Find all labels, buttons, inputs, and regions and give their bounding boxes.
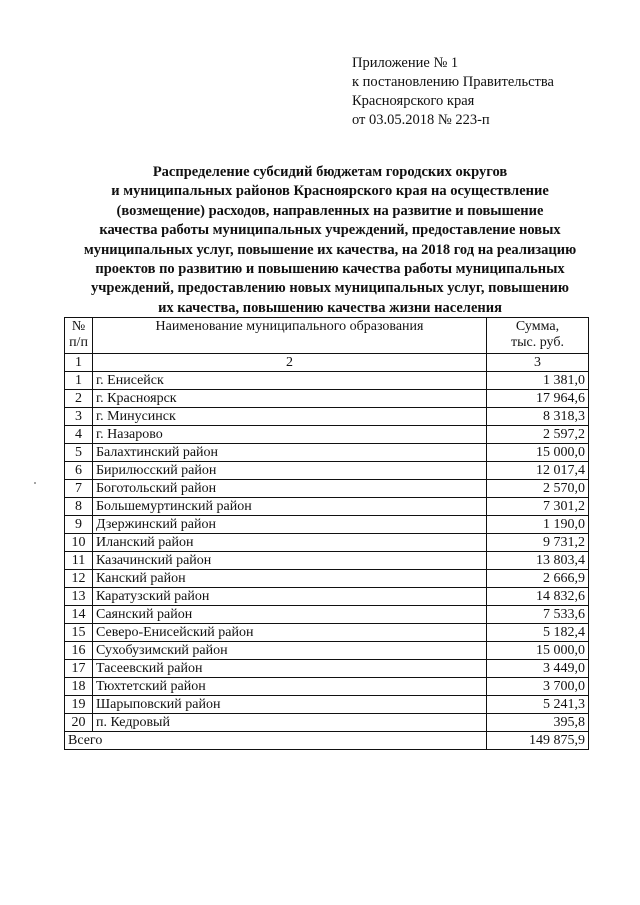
table-row	[65, 642, 589, 660]
header-number-line-1: №	[71, 319, 86, 334]
header-number-line-2: п/п	[69, 335, 88, 350]
title-line: учреждений, предоставлению новых муниципальных услуг, повышению	[91, 280, 569, 297]
table-row	[65, 408, 589, 426]
table-row	[65, 498, 589, 516]
municipality-name-cell: Балахтинский район	[93, 444, 487, 462]
row-number-cell: 18	[65, 678, 93, 696]
column-number-cell: 2	[93, 354, 487, 372]
row-number-cell: 9	[65, 516, 93, 534]
sum-cell: 3 700,0	[487, 678, 589, 696]
row-number-cell: 15	[65, 624, 93, 642]
table-row	[65, 696, 589, 714]
table-row	[65, 570, 589, 588]
header-sum-cell	[487, 318, 589, 354]
table-row	[65, 516, 589, 534]
municipality-name-cell: Боготольский район	[93, 480, 487, 498]
municipality-name-cell: г. Красноярск	[93, 390, 487, 408]
sum-cell: 1 381,0	[487, 372, 589, 390]
row-number-cell: 2	[65, 390, 93, 408]
column-number-row	[65, 354, 589, 372]
table-row	[65, 552, 589, 570]
row-number-cell: 5	[65, 444, 93, 462]
municipality-name-cell: Канский район	[93, 570, 487, 588]
table-row	[65, 480, 589, 498]
table-row	[65, 588, 589, 606]
sum-cell: 395,8	[487, 714, 589, 732]
header-sum-line-2: тыс. руб.	[511, 335, 564, 350]
subsidy-table	[64, 317, 589, 750]
table-body	[65, 318, 589, 750]
sum-cell: 1 190,0	[487, 516, 589, 534]
header-name-cell: Наименование муниципального образования	[93, 318, 487, 354]
row-number-cell: 1	[65, 372, 93, 390]
table-row	[65, 372, 589, 390]
row-number-cell: 17	[65, 660, 93, 678]
municipality-name-cell: Иланский район	[93, 534, 487, 552]
total-sum-cell: 149 875,9	[487, 732, 589, 750]
municipality-name-cell: Дзержинский район	[93, 516, 487, 534]
sum-cell: 17 964,6	[487, 390, 589, 408]
title-line: их качества, повышению качества жизни населения	[158, 299, 502, 316]
row-number-cell: 3	[65, 408, 93, 426]
appendix-block	[352, 54, 554, 130]
column-number-cell: 1	[65, 354, 93, 372]
municipality-name-cell: г. Назарово	[93, 426, 487, 444]
sum-cell: 3 449,0	[487, 660, 589, 678]
appendix-line-1: Приложение № 1	[352, 55, 459, 71]
title-line: (возмещение) расходов, направленных на развитие и повышение	[116, 202, 544, 219]
table-row	[65, 426, 589, 444]
municipality-name-cell: Тюхтетский район	[93, 678, 487, 696]
sum-cell: 7 533,6	[487, 606, 589, 624]
row-number-cell: 10	[65, 534, 93, 552]
sum-cell: 5 182,4	[487, 624, 589, 642]
table-row	[65, 714, 589, 732]
municipality-name-cell: Сухобузимский район	[93, 642, 487, 660]
municipality-name-cell: Северо-Енисейский район	[93, 624, 487, 642]
row-number-cell: 19	[65, 696, 93, 714]
title-line: проектов по развитию и повышению качества работы муниципальных	[95, 261, 565, 278]
title-line: качества работы муниципальных учреждений, предоставление новых	[99, 222, 561, 239]
table-row	[65, 462, 589, 480]
total-row	[65, 732, 589, 750]
sum-cell: 8 318,3	[487, 408, 589, 426]
appendix-line-3: Красноярского края	[352, 93, 475, 109]
sum-cell: 7 301,2	[487, 498, 589, 516]
sum-cell: 14 832,6	[487, 588, 589, 606]
row-number-cell: 13	[65, 588, 93, 606]
table-row	[65, 678, 589, 696]
row-number-cell: 6	[65, 462, 93, 480]
table-header-row	[65, 318, 589, 354]
municipality-name-cell: Саянский район	[93, 606, 487, 624]
scan-speck	[34, 482, 36, 484]
appendix-line-4: от 03.05.2018 № 223-п	[352, 112, 490, 128]
table-row	[65, 444, 589, 462]
sum-cell: 2 666,9	[487, 570, 589, 588]
header-number-cell	[65, 318, 93, 354]
table-row	[65, 660, 589, 678]
row-number-cell: 12	[65, 570, 93, 588]
column-number-cell: 3	[487, 354, 589, 372]
row-number-cell: 16	[65, 642, 93, 660]
sum-cell: 12 017,4	[487, 462, 589, 480]
table-row	[65, 606, 589, 624]
table-row	[65, 624, 589, 642]
row-number-cell: 7	[65, 480, 93, 498]
municipality-name-cell: Казачинский район	[93, 552, 487, 570]
sum-cell: 15 000,0	[487, 642, 589, 660]
title-line: муниципальных услуг, повышение их качества, на 2018 год на реализацию	[83, 241, 577, 258]
sum-cell: 15 000,0	[487, 444, 589, 462]
sum-cell: 5 241,3	[487, 696, 589, 714]
row-number-cell: 14	[65, 606, 93, 624]
table-row	[65, 390, 589, 408]
title-line: и муниципальных районов Красноярского края на осуществление	[111, 183, 549, 200]
municipality-name-cell: г. Минусинск	[93, 408, 487, 426]
sum-cell: 2 597,2	[487, 426, 589, 444]
municipality-name-cell: п. Кедровый	[93, 714, 487, 732]
municipality-name-cell: Тасеевский район	[93, 660, 487, 678]
municipality-name-cell: Шарыповский район	[93, 696, 487, 714]
sum-cell: 9 731,2	[487, 534, 589, 552]
sum-cell: 2 570,0	[487, 480, 589, 498]
municipality-name-cell: Каратузский район	[93, 588, 487, 606]
municipality-name-cell: г. Енисейск	[93, 372, 487, 390]
row-number-cell: 20	[65, 714, 93, 732]
row-number-cell: 4	[65, 426, 93, 444]
municipality-name-cell: Бирилюсский район	[93, 462, 487, 480]
document-title	[70, 163, 590, 318]
table-row	[65, 534, 589, 552]
row-number-cell: 8	[65, 498, 93, 516]
row-number-cell: 11	[65, 552, 93, 570]
appendix-line-2: к постановлению Правительства	[352, 74, 554, 90]
municipality-name-cell: Большемуртинский район	[93, 498, 487, 516]
sum-cell: 13 803,4	[487, 552, 589, 570]
total-label-cell: Всего	[65, 732, 487, 750]
title-line: Распределение субсидий бюджетам городских округов	[152, 164, 508, 180]
header-sum-line-1: Сумма,	[515, 319, 560, 334]
